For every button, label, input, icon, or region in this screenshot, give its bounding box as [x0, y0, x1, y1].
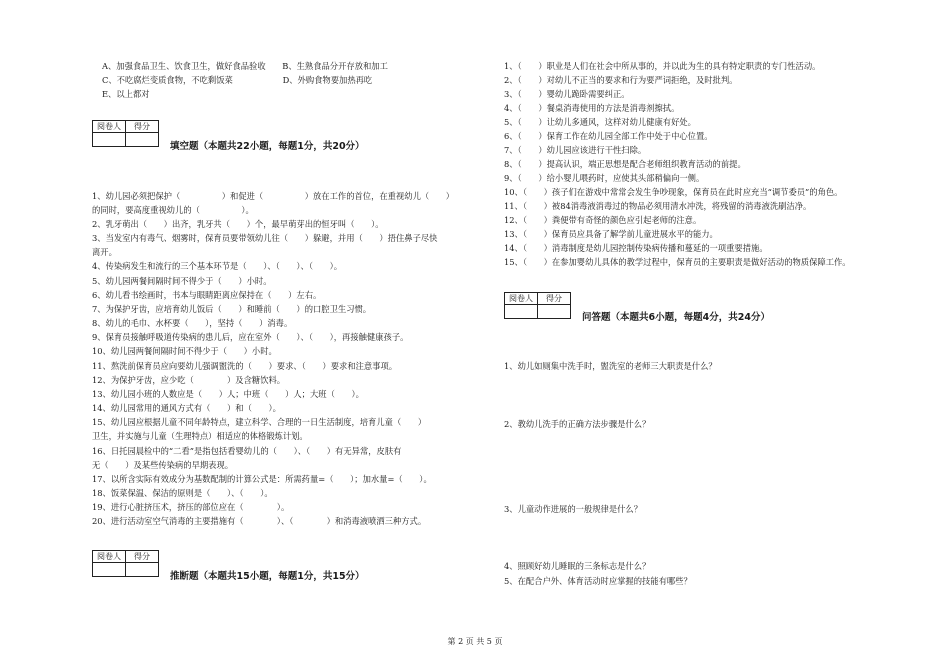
- score-label: 得分: [126, 551, 159, 563]
- reviewer-cell[interactable]: [93, 563, 126, 577]
- option-line: E、以上都对: [102, 89, 150, 99]
- section-title-fill: 填空题（本题共22小题，每题1分，共20分）: [170, 141, 365, 152]
- section-title-judge: 推断题（本题共15小题，每题1分，共15分）: [170, 571, 365, 582]
- reviewer-label: 阅卷人: [505, 293, 538, 305]
- question-line: 3、当发室内有毒气、烟雾时，保育员要带领幼儿往（ ）躲避，并用（ ）捂住鼻子尽快: [92, 233, 438, 243]
- question-line: 10、（ ）孩子们在游戏中常常会发生争吵现象，保育员在此时应充当“调节委员”的角色。: [504, 187, 843, 197]
- grade-box: [504, 292, 571, 319]
- question-line: 7、为保护牙齿，应培育幼儿饭后（ ）和睡前（ ）的口腔卫生习惯。: [92, 304, 372, 314]
- score-cell[interactable]: [538, 305, 571, 319]
- question-line: 1、（ ）职业是人们在社会中所从事的，并以此为生的具有特定职责的专门性活动。: [504, 61, 821, 71]
- grade-box: [92, 550, 159, 577]
- question-line: 15、幼儿园应根据儿童不同年龄特点，建立科学、合理的一日生活制度，培育儿童（ ）: [92, 417, 427, 427]
- question-line: 12、（ ）粪便带有奇怪的颜色应引起老师的注意。: [504, 215, 702, 225]
- section-title-qa: 问答题（本题共6小题，每题4分，共24分）: [582, 312, 770, 323]
- question-line: 8、幼儿的毛巾、水杯要（ ），坚持（ ）消毒。: [92, 318, 293, 328]
- question-line: 15、（ ）在参加婴幼儿具体的教学过程中，保育员的主要职责是做好活动的物质保障工作。: [504, 257, 851, 267]
- question-line: 离开。: [92, 247, 117, 257]
- question-line: 16、日托园晨检中的“二看”是指包括看婴幼儿的（ ）、（ ）有无异常，皮肤有: [92, 446, 402, 456]
- option-line: C、不吃腐烂变质食物，不吃剩饭菜 D、外购食物要加热再吃: [102, 75, 373, 85]
- question-line: 2、乳牙萌出（ ）出齐，乳牙共（ ）个，最早萌芽出的恒牙叫（ ）。: [92, 219, 384, 229]
- score-cell[interactable]: [126, 133, 159, 147]
- question-line: 5、幼儿园两餐间隔时间不得少于（ ）小时。: [92, 276, 272, 286]
- question-line: 9、（ ）给小婴儿喂药时，应使其头部稍偏向一侧。: [504, 173, 705, 183]
- score-cell[interactable]: [126, 563, 159, 577]
- question-line: 2、（ ）对幼儿不正当的要求和行为要严词拒绝，及时批判。: [504, 75, 738, 85]
- reviewer-cell[interactable]: [93, 133, 126, 147]
- grade-box: [92, 120, 159, 147]
- question-line: 4、传染病发生和流行的三个基本环节是（ ）、（ ）、（ ）。: [92, 261, 343, 271]
- question-line: 9、保育员接触呼吸道传染病的患儿后，应在室外（ ）、（ ），再接触健康孩子。: [92, 332, 409, 342]
- question-line: 3、（ ）婴幼儿跪卧需要纠正。: [504, 89, 630, 99]
- question-line: 12、为保护牙齿，应少吃（ ）及含糖饮料。: [92, 375, 286, 385]
- question-line: 10、幼儿园两餐间隔时间不得少于（ ）小时。: [92, 346, 277, 356]
- reviewer-cell[interactable]: [505, 305, 538, 319]
- score-label: 得分: [538, 293, 571, 305]
- page-footer: 第 2 页 共 5 页: [447, 637, 503, 646]
- question-line: 7、（ ）幼儿园应该进行干性扫除。: [504, 145, 647, 155]
- question-line: 17、以所含实际有效成分为基数配制的计算公式是：所需药量=（ ）；加水量=（ ）。: [92, 474, 432, 484]
- question-line: 6、（ ）保育工作在幼儿园全部工作中处于中心位置。: [504, 131, 713, 141]
- option-line: A、加强食品卫生、饮食卫生，做好食品验收 B、生熟食品分开存放和加工: [102, 61, 388, 71]
- question-line: 2、教幼儿洗手的正确方法步骤是什么？: [504, 419, 651, 429]
- question-line: 1、幼儿园必须把保护（ ）和促进（ ）放在工作的首位，在重视幼儿（ ）: [92, 191, 455, 201]
- question-line: 11、熬洗前保育员应向要幼儿强调盥洗的（ ）要求、（ ）要求和注意事项。: [92, 361, 398, 371]
- question-line: 3、儿童动作进展的一般规律是什么？: [504, 504, 643, 514]
- question-line: 卫生，并实施与儿童（生理特点）相适应的体格锻炼计划。: [92, 431, 308, 441]
- question-line: 14、幼儿园常用的通风方式有（ ）和（ ）。: [92, 403, 281, 413]
- question-line: 6、幼儿看书绘画时，书本与眼睛距离应保持在（ ）左右。: [92, 290, 322, 300]
- question-line: 13、幼儿园小班的人数应是（ ）人；中班（ ）人；大班（ ）。: [92, 389, 364, 399]
- reviewer-label: 阅卷人: [93, 121, 126, 133]
- question-line: 无（ ）及某些传染病的早期表现。: [92, 460, 234, 470]
- reviewer-label: 阅卷人: [93, 551, 126, 563]
- question-line: 8、（ ）提高认识，端正思想是配合老师组织教育活动的前提。: [504, 159, 746, 169]
- question-line: 的同时，要高度重视幼儿的（ ）。: [92, 205, 254, 215]
- question-line: 19、进行心脏挤压术，挤压的部位应在（ ）。: [92, 502, 290, 512]
- question-line: 13、（ ）保育员应具备了解学前儿童进展水平的能力。: [504, 229, 718, 239]
- question-line: 4、照顾好幼儿睡眠的三条标志是什么？: [504, 561, 651, 571]
- score-label: 得分: [126, 121, 159, 133]
- question-line: 4、（ ）餐桌消毒使用的方法是消毒剂擦拭。: [504, 103, 680, 113]
- question-line: 5、在配合户外、体育活动时应掌握的技能有哪些？: [504, 576, 692, 586]
- question-line: 14、（ ）消毒制度是幼儿园控制传染病传播和蔓延的一项重要措施。: [504, 243, 768, 253]
- question-line: 20、进行活动室空气消毒的主要措施有（ ）、（ ）和消毒液喷洒三种方式。: [92, 516, 427, 526]
- question-line: 1、幼儿如厕集中洗手时，盥洗室的老师三大职责是什么？: [504, 361, 717, 371]
- question-line: 18、饭菜保温、保洁的原则是（ ）、（ ）。: [92, 488, 273, 498]
- question-line: 11、（ ）被84消毒液消毒过的物品必须用清水冲洗，将残留的消毒液洗刷洁净。: [504, 201, 812, 211]
- question-line: 5、（ ）让幼儿多通风，这样对幼儿健康有好处。: [504, 117, 696, 127]
